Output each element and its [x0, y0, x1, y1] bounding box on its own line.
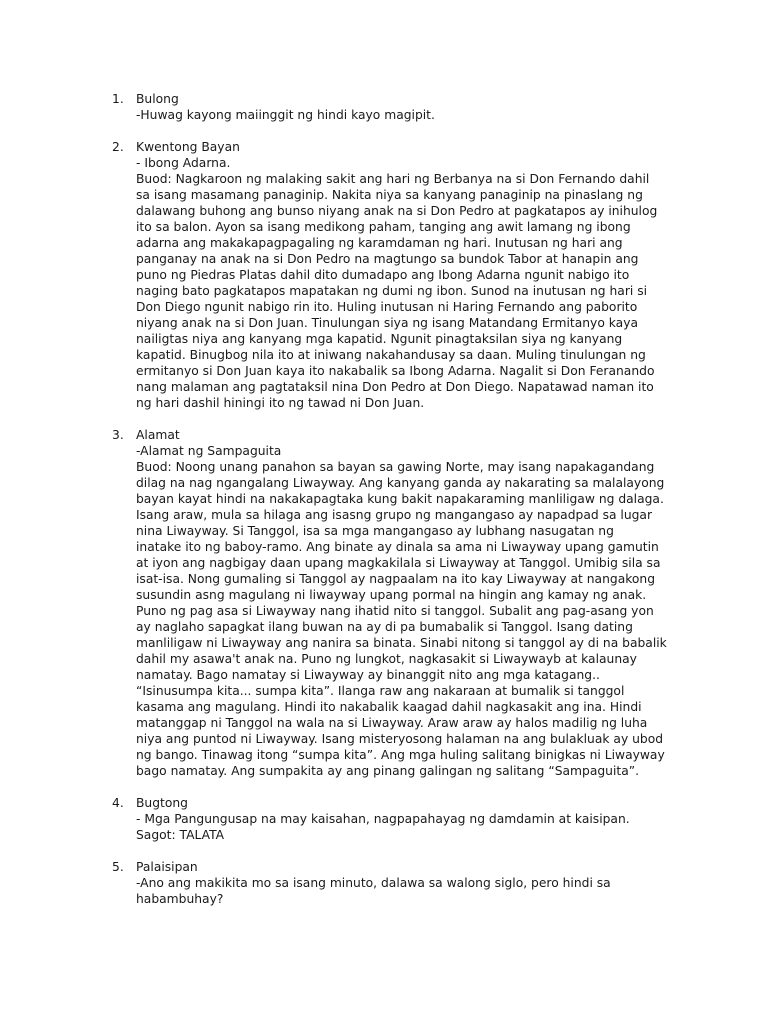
summary-line: niya ang puntod ni Liwayway. Isang misteryosong halaman na ang bulakluak ay ubod [136, 732, 664, 746]
list-item-number: 4. [112, 796, 124, 810]
summary-line: puno ng Piedras Platas dahil dito dumadapo ang Ibong Adarna ngunit nabigo ito [136, 268, 630, 282]
summary-line: namatay. Bago namatay si Liwayway ay binanggit nito ang mga katagang.. [136, 668, 600, 682]
list-item-number: 5. [112, 860, 124, 874]
list-item-number: 3. [112, 428, 124, 442]
summary-line: niyang anak na si Don Juan. Tinulungan siya ng isang Matandang Ermitanyo kaya [136, 316, 639, 330]
summary-line: nina Liwayway. Si Tanggol, isa sa mga mangangaso ay lubhang nasugatan ng [136, 524, 614, 538]
summary-line: Don Diego ngunit nabigo rin ito. Huling inutusan ni Haring Fernando ang paborito [136, 300, 638, 314]
summary-line: Isang araw, mula sa hilaga ang isasng grupo ng mangangaso ay napadpad sa lugar [136, 508, 653, 522]
list-item-subtitle: -Alamat ng Sampaguita [136, 444, 282, 458]
summary-line: kasama ang magulang. Hindi ito nakabalik kaagad dahil nagkasakit ang ina. Hindi [136, 700, 642, 714]
summary-line: at iyon ang nagbigay daan upang magkakilala si Liwayway at Tanggol. Umibig sila sa [136, 556, 661, 570]
list-item-title: Palaisipan [136, 860, 198, 874]
list-item-title: Kwentong Bayan [136, 140, 240, 154]
list-item-title: Alamat [136, 428, 180, 442]
summary-line: dahil my asawa't anak na. Puno ng lungkot, nagkasakit si Liwaywayb at kalaunay [136, 652, 637, 666]
list-item-subtitle: - Mga Pangungusap na may kaisahan, nagpapahayag ng damdamin at kaisipan. [136, 812, 630, 826]
list-item-subtitle: - Ibong Adarna. [136, 156, 231, 170]
list-item-subtitle: habambuhay? [136, 892, 224, 906]
list-item-subtitle: -Huwag kayong maiinggit ng hindi kayo magipit. [136, 108, 435, 122]
summary-line: sa isang masamang panaginip. Nakita niya sa kanyang panaginip na pinaslang ng [136, 188, 643, 202]
summary-line: “Isinusumpa kita... sumpa kita”. Ilanga raw ang nakaraan at bumalik si tanggol [136, 684, 625, 698]
list-item-subtitle: Sagot: TALATA [136, 828, 225, 842]
summary-line: ermitanyo si Don Juan kaya ito nakabalik sa Ibong Adarna. Nagalit si Don Feranando [136, 364, 655, 378]
summary-line: ng hari dashil hiningi ito ng tawad ni Don Juan. [136, 396, 425, 410]
list-item-number: 1. [112, 92, 124, 106]
list-item-title: Bugtong [136, 796, 188, 810]
summary-line: dilag na nag ngangalang Liwayway. Ang kanyang ganda ay nakarating sa malalayong [136, 476, 665, 490]
summary-line: naging bato pagkatapos mapatakan ng dumi ng ibon. Sunod na inutusan ng hari si [136, 284, 648, 298]
summary-line: ito sa balon. Ayon sa isang medikong paham, tanging ang awit lamang ng ibong [136, 220, 631, 234]
list-item-number: 2. [112, 140, 124, 154]
summary-line: ng bango. Tinawag itong “sumpa kita”. Ang mga huling salitang binigkas ni Liwayway [136, 748, 665, 762]
list-item [112, 859, 672, 907]
list-item [112, 795, 672, 843]
summary-line: kapatid. Binugbog nila ito at iniwang nakahandusay sa daan. Muling tinulungan ng [136, 348, 646, 362]
list-item [112, 427, 672, 779]
summary-line: matanggap ni Tanggol na wala na si Liwayway. Araw araw ay halos madilig ng luha [136, 716, 648, 730]
numbered-list [112, 91, 672, 923]
summary-line: adarna ang makakapagpagaling ng karamdaman ng hari. Inutusan ng hari ang [136, 236, 623, 250]
summary-line: panganay na anak na si Don Pedro na magtungo sa bundok Tabor at hanapin ang [136, 252, 639, 266]
summary-line: inatake ito ng baboy-ramo. Ang binate ay dinala sa ama ni Liwayway upang gamutin [136, 540, 659, 554]
summary-line: isat-isa. Nong gumaling si Tanggol ay nagpaalam na ito kay Liwayway at nangakong [136, 572, 656, 586]
summary-line: nang malaman ang pagtataksil nina Don Pedro at Don Diego. Napatawad naman ito [136, 380, 654, 394]
summary-line: bayan kayat hindi na nakakapagtaka kung bakit napakaraming manliligaw ng dalaga. [136, 492, 664, 506]
summary-line: dalawang buhong ang bunso niyang anak na si Don Pedro at pagkatapos ay inihulog [136, 204, 658, 218]
summary-line: ay naglaho sapagkat ilang buwan na ay di pa bumabalik si Tanggol. Isang dating [136, 620, 633, 634]
summary-line: nailigtas niya ang kanyang mga kapatid. Ngunit pinagtaksilan siya ng kanyang [136, 332, 623, 346]
summary-line: susundin asng magulang ni liwayway upang pormal na hingin ang kamay ng anak. [136, 588, 647, 602]
summary-line: manliligaw ni Liwayway ang nanira sa binata. Sinabi nitong si tanggol ay di na babalik [136, 636, 667, 650]
summary-line: Buod: Nagkaroon ng malaking sakit ang hari ng Berbanya na si Don Fernando dahil [136, 172, 650, 186]
summary-line: Buod: Noong unang panahon sa bayan sa gawing Norte, may isang napakagandang [136, 460, 655, 474]
summary-line: Puno ng pag asa si Liwayway nang ihatid nito si tanggol. Subalit ang pag-asang yon [136, 604, 654, 618]
list-item [112, 91, 672, 123]
list-item [112, 139, 672, 411]
list-item-title: Bulong [136, 92, 179, 106]
summary-line: bago namatay. Ang sumpakita ay ang pinang galingan ng salitang “Sampaguita”. [136, 764, 640, 778]
list-item-subtitle: -Ano ang makikita mo sa isang minuto, dalawa sa walong siglo, pero hindi sa [136, 876, 611, 890]
